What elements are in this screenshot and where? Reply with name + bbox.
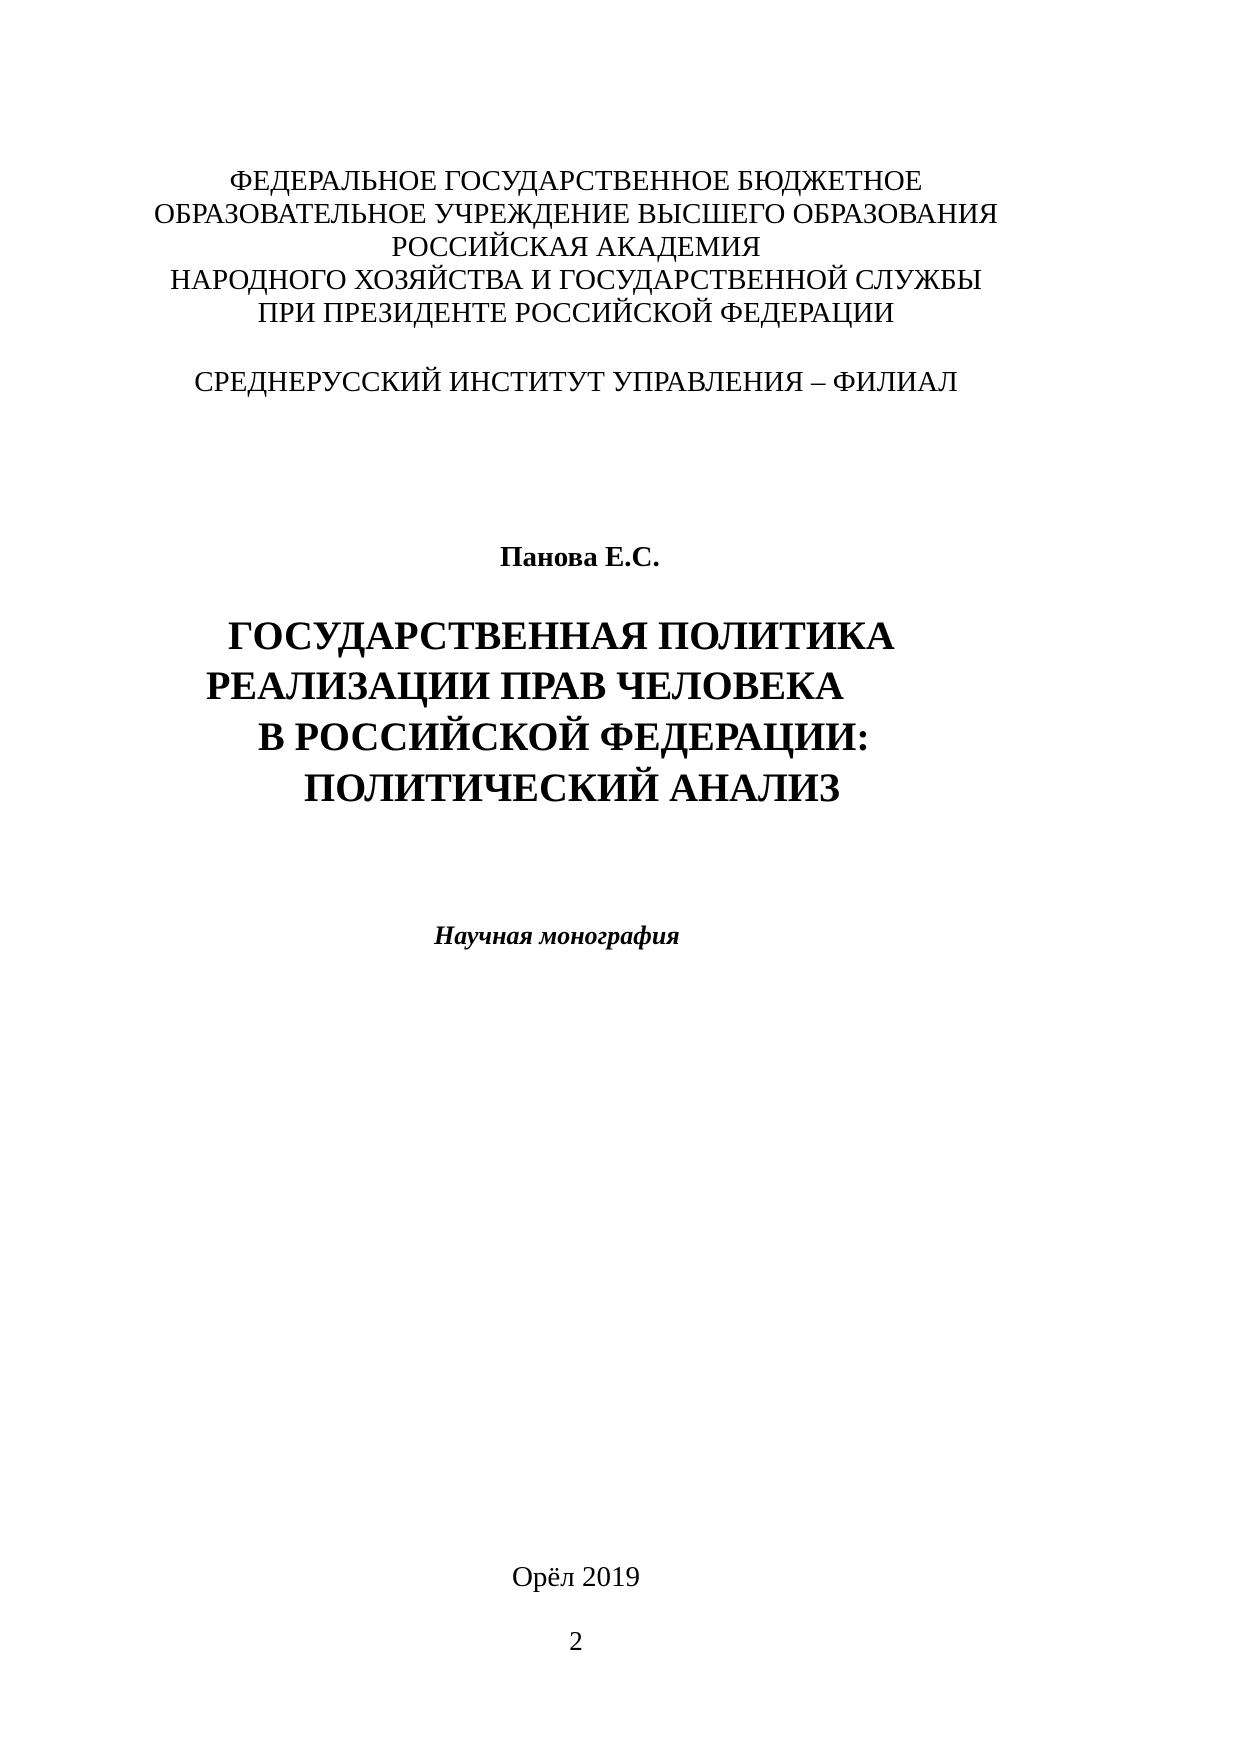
institution-line: НАРОДНОГО ХОЗЯЙСТВА И ГОСУДАРСТВЕННОЙ СЛУЖБЫ [170, 264, 982, 296]
institution-line: ПРИ ПРЕЗИДЕНТЕ РОССИЙСКОЙ ФЕДЕРАЦИИ [257, 297, 895, 329]
institution-line: ОБРАЗОВАТЕЛЬНОЕ УЧРЕЖДЕНИЕ ВЫСШЕГО ОБРАЗОВАНИЯ [154, 198, 998, 230]
imprint-city-year: Орёл 2019 [511, 1561, 641, 1593]
page-number: 2 [569, 1626, 583, 1656]
institution-header [0, 165, 1152, 330]
institution-line: ФЕДЕРАЛЬНОЕ ГОСУДАРСТВЕННОЕ БЮДЖЕТНОЕ [229, 165, 923, 197]
title-line: ПОЛИТИЧЕСКИЙ АНАЛИЗ [304, 765, 841, 810]
publication-genre: Научная монография [434, 921, 680, 950]
title-line: В РОССИЙСКОЙ ФЕДЕРАЦИИ: [258, 714, 870, 759]
institution-branch: СРЕДНЕРУССКИЙ ИНСТИТУТ УПРАВЛЕНИЯ – ФИЛИАЛ [194, 366, 958, 398]
institution-line: РОССИЙСКАЯ АКАДЕМИЯ [391, 231, 761, 263]
title-line: ГОСУДАРСТВЕННАЯ ПОЛИТИКА [228, 613, 895, 658]
author-name: Панова Е.С. [500, 541, 660, 573]
title-line: РЕАЛИЗАЦИИ ПРАВ ЧЕЛОВЕКА [206, 663, 844, 708]
